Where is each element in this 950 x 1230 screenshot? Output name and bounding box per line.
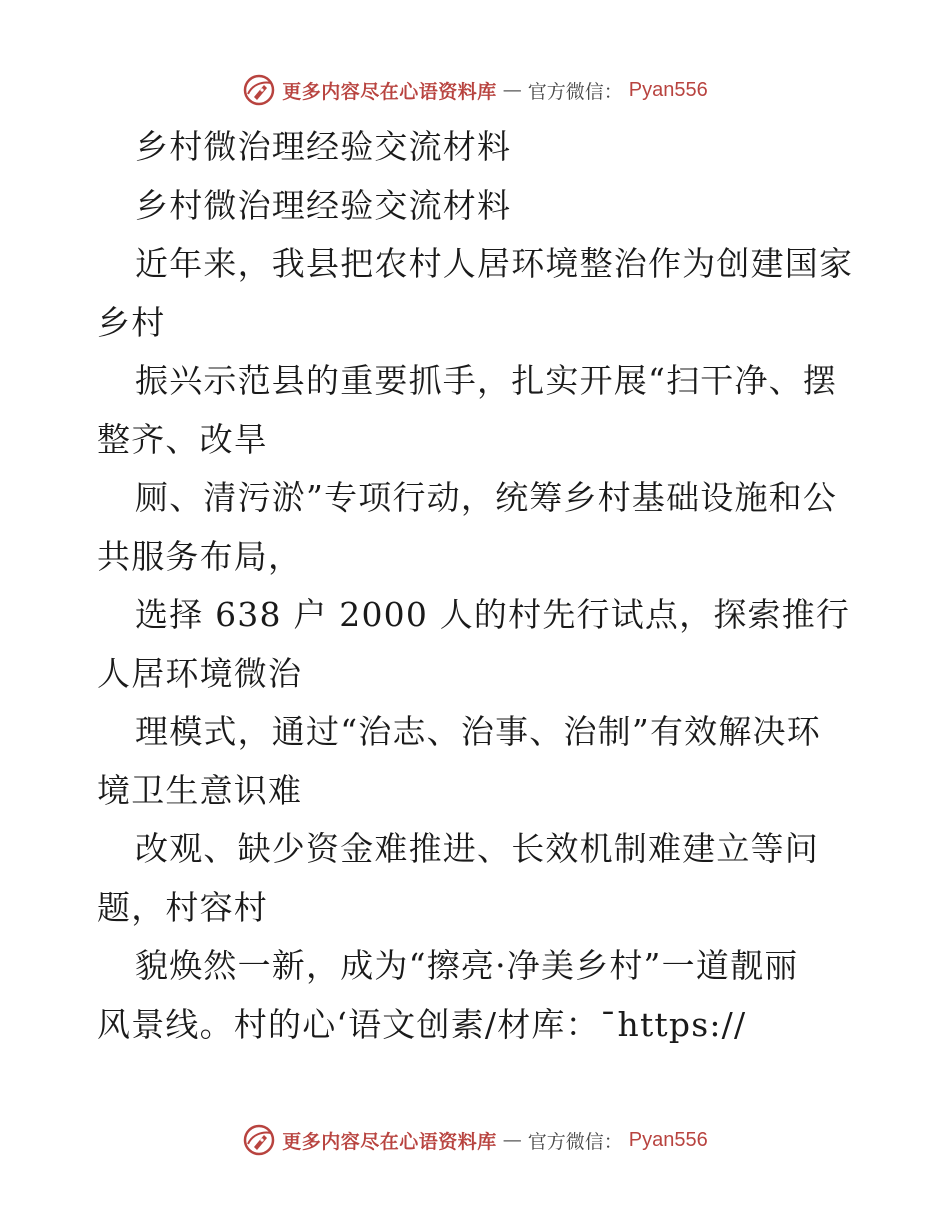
- footer-watermark-banner: [0, 1120, 950, 1160]
- header-watermark-banner: [0, 70, 950, 110]
- paragraph-line: 貌焕然一新，成为“擦亮·净美乡村”一道靓丽: [135, 946, 799, 985]
- paragraph-line: 风景线。村的心‘语文创素/材库：¯https://: [97, 1004, 747, 1044]
- paragraph-line: 题，村容村: [97, 887, 268, 927]
- paragraph-line: 选择 638 户 2000 人的村先行试点，探索推行: [135, 595, 851, 634]
- paragraph-line: 理模式，通过“治志、治事、治制”有效解决环: [135, 712, 821, 751]
- banner-brand-text: 更多内容尽在心语资料库: [282, 80, 497, 103]
- paragraph-line: 共服务布局，: [97, 536, 303, 576]
- paragraph-line: 人居环境微治: [97, 653, 303, 693]
- paragraph-line: 振兴示范县的重要抓手，扎实开展“扫干净、摆: [135, 361, 838, 400]
- banner-wechat-id: Pyan556: [628, 1128, 708, 1151]
- banner-wechat-id: Pyan556: [628, 78, 708, 101]
- paragraph-line: 境卫生意识难: [97, 770, 303, 810]
- paragraph-line: 厕、清污淤”专项行动，统筹乡村基础设施和公: [135, 478, 838, 517]
- pen-nib-logo-icon: [242, 73, 276, 107]
- banner-wechat-label: 官方微信：: [527, 80, 623, 103]
- paragraph-line: 近年来，我县把农村人居环境整治作为创建国家: [135, 244, 854, 283]
- paragraph-line: 整齐、改旱: [97, 419, 268, 459]
- paragraph-line: 改观、缺少资金难推进、长效机制难建立等问: [135, 829, 819, 868]
- banner-wechat-label: 官方微信：: [527, 1130, 623, 1153]
- document-title: 乡村微治理经验交流材料: [135, 127, 512, 166]
- paragraph-line: 乡村: [97, 302, 166, 342]
- banner-separator: —: [502, 1129, 522, 1151]
- banner-brand-text: 更多内容尽在心语资料库: [282, 1130, 497, 1153]
- document-body: [97, 118, 857, 1054]
- banner-separator: —: [502, 79, 522, 101]
- document-subtitle: 乡村微治理经验交流材料: [135, 185, 512, 225]
- pen-nib-logo-icon: [242, 1123, 276, 1157]
